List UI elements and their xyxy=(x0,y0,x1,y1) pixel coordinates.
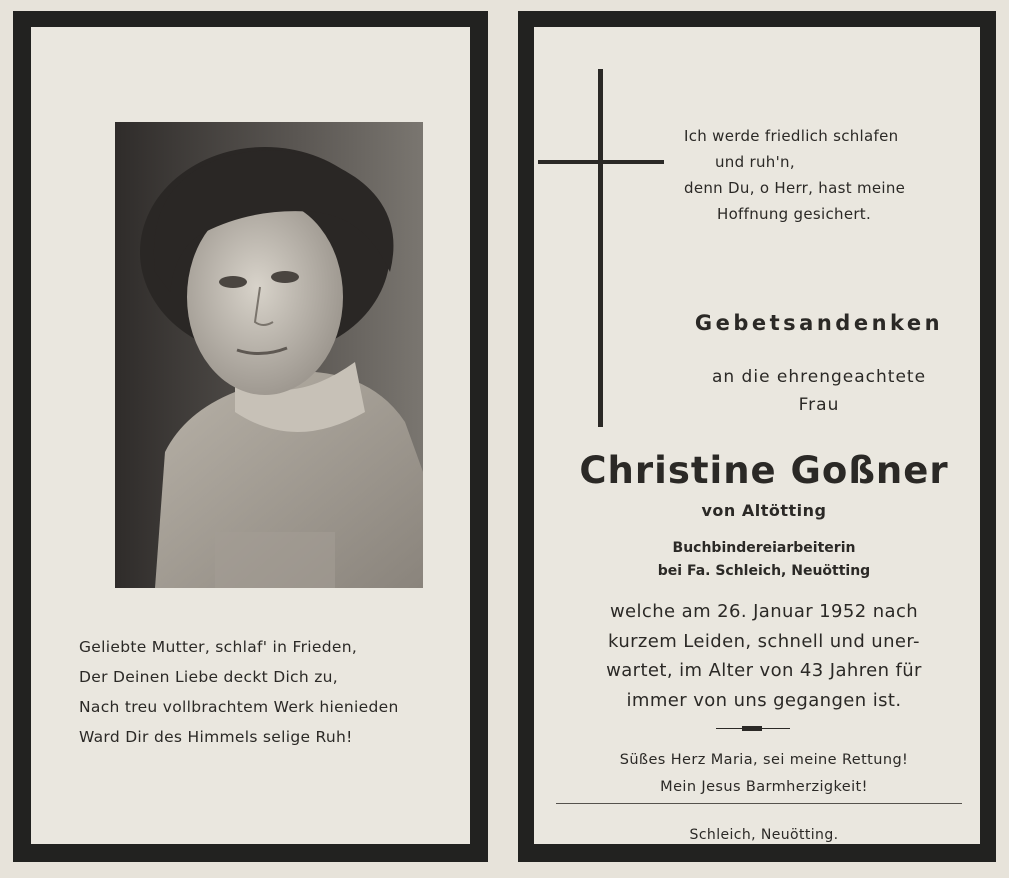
origin-text: von Altötting xyxy=(701,501,827,520)
portrait-illustration xyxy=(115,122,423,588)
obituary-text xyxy=(554,597,974,715)
obituary-line: immer von uns gegangen ist. xyxy=(626,689,902,711)
verse-left-line: Geliebte Mutter, schlaf' in Frieden, xyxy=(79,638,358,656)
card-heading: Gebetsandenken xyxy=(694,311,944,335)
verse-left-line: Nach treu vollbrachtem Werk hienieden xyxy=(79,698,399,716)
obituary-line: welche am 26. Januar 1952 nach xyxy=(609,601,919,622)
verse-left xyxy=(79,632,459,752)
prayer-line: Mein Jesus Barmherzigkeit! xyxy=(660,779,868,795)
ornament-divider xyxy=(716,727,790,730)
prayer-text xyxy=(554,747,974,801)
verse-right-line: Ich werde friedlich schlafen xyxy=(684,127,899,145)
obituary-line: kurzem Leiden, schnell und uner- xyxy=(608,630,920,652)
portrait-photo xyxy=(115,122,423,588)
right-card-inner xyxy=(534,27,980,844)
verse-right-line: denn Du, o Herr, hast meine xyxy=(684,179,906,197)
right-card xyxy=(518,11,996,862)
cross-icon xyxy=(598,69,603,427)
occupation-line: Buchbindereiarbeiterin xyxy=(672,540,856,556)
left-card-inner xyxy=(31,27,470,844)
occupation-text xyxy=(554,537,974,583)
intro-line: Frau xyxy=(798,395,840,415)
obituary-line: wartet, im Alter von 43 Jahren für xyxy=(606,660,922,681)
deceased-name: Christine Goßner xyxy=(579,449,949,492)
ornament-bar xyxy=(742,726,762,731)
divider-rule xyxy=(556,803,962,804)
cross-icon-bar xyxy=(538,160,664,164)
verse-right xyxy=(684,123,954,227)
printer-credit: Schleich, Neuötting. xyxy=(689,827,839,843)
intro-line: an die ehrengeachtete xyxy=(711,367,927,387)
occupation-line: bei Fa. Schleich, Neuötting xyxy=(657,563,871,579)
left-card xyxy=(13,11,488,862)
verse-right-line: Hoffnung gesichert. xyxy=(717,205,872,223)
verse-right-line: und ruh'n, xyxy=(715,153,795,171)
intro-text xyxy=(679,363,959,419)
verse-left-line: Der Deinen Liebe deckt Dich zu, xyxy=(79,668,339,686)
prayer-line: Süßes Herz Maria, sei meine Rettung! xyxy=(619,752,909,768)
verse-left-line: Ward Dir des Himmels selige Ruh! xyxy=(79,728,353,746)
